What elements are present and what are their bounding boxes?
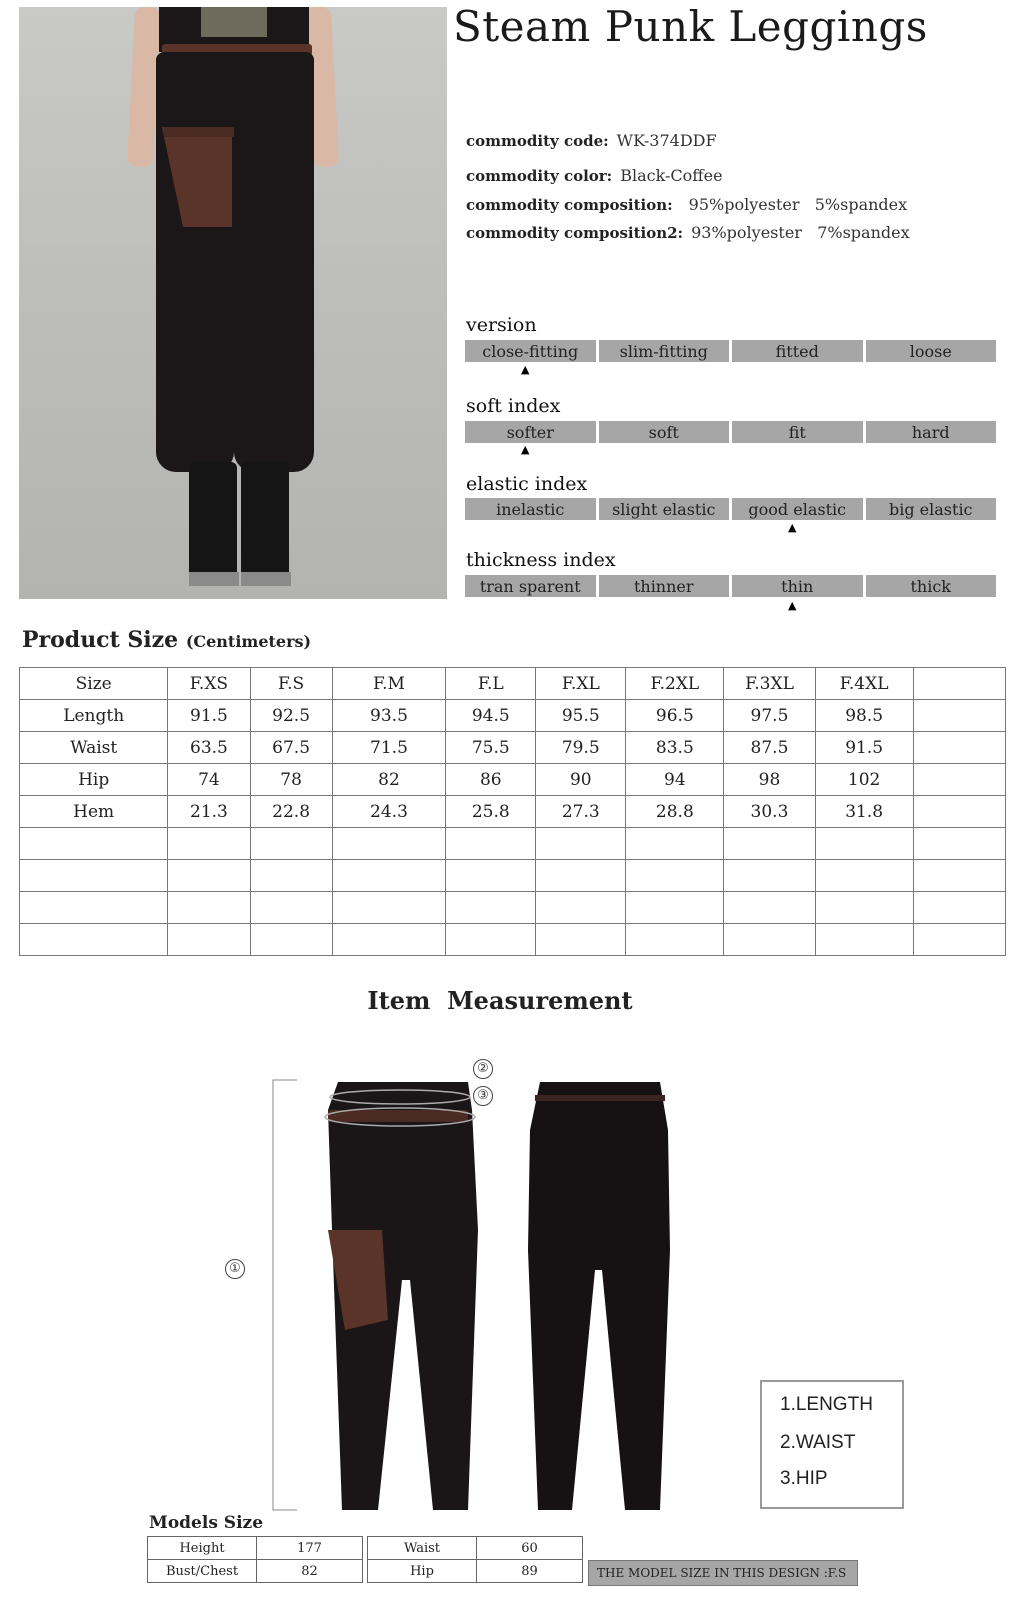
table-cell (815, 828, 913, 860)
table-cell (913, 924, 1005, 956)
table-row (20, 732, 1006, 764)
measurement-legend (760, 1380, 904, 1509)
size-table (19, 667, 1006, 956)
table-cell (446, 892, 536, 924)
hip-marker-icon: ③ (473, 1086, 493, 1106)
table-cell (250, 892, 332, 924)
thickness-index-title: thickness index (466, 549, 616, 571)
models-size-title: Models Size (149, 1513, 264, 1533)
table-cell: 82 (257, 1560, 363, 1583)
table-cell (724, 924, 815, 956)
table-cell (536, 860, 626, 892)
table-cell (536, 892, 626, 924)
table-row (20, 700, 1006, 732)
table-cell: 27.3 (536, 796, 626, 828)
table-cell (815, 924, 913, 956)
table-cell: 94.5 (446, 700, 536, 732)
table-header-cell: F.XL (536, 668, 626, 700)
table-header-cell: F.M (332, 668, 446, 700)
table-cell: 82 (332, 764, 446, 796)
spec-label: commodity code: (466, 132, 609, 150)
table-cell: 91.5 (168, 700, 250, 732)
table-cell (446, 828, 536, 860)
table-header-cell (913, 668, 1005, 700)
version-option: fitted (732, 340, 863, 362)
table-cell (913, 700, 1005, 732)
table-cell (168, 828, 250, 860)
model-size-note: THE MODEL SIZE IN THIS DESIGN :F.S (588, 1560, 858, 1586)
spec-label: commodity composition: (466, 196, 673, 214)
table-cell (250, 924, 332, 956)
table-cell (626, 924, 724, 956)
table-cell (536, 924, 626, 956)
table-cell (168, 892, 250, 924)
spec-composition (466, 195, 907, 214)
table-cell: 94 (626, 764, 724, 796)
table-header-cell: F.4XL (815, 668, 913, 700)
table-row (148, 1537, 363, 1560)
table-cell: Bust/Chest (148, 1560, 257, 1583)
table-cell (250, 828, 332, 860)
table-cell: 177 (257, 1537, 363, 1560)
table-row (20, 924, 1006, 956)
spec-code (466, 131, 717, 150)
spec-value: 95%polyester 5%spandex (688, 195, 908, 214)
table-cell: Height (148, 1537, 257, 1560)
models-table-left (147, 1536, 363, 1583)
table-cell (250, 860, 332, 892)
table-cell (332, 860, 446, 892)
model-photo (19, 7, 447, 599)
table-cell (332, 828, 446, 860)
table-cell (332, 924, 446, 956)
table-cell (20, 860, 168, 892)
thickness-option: thin (732, 575, 863, 597)
thickness-index-bar (465, 575, 999, 597)
soft-index-bar (465, 421, 999, 443)
leggings-measurement-illustration (220, 1070, 700, 1520)
table-cell (724, 860, 815, 892)
legend-length: 1.LENGTH (780, 1394, 873, 1415)
soft-option: hard (866, 421, 997, 443)
table-cell: 71.5 (332, 732, 446, 764)
table-cell (626, 892, 724, 924)
table-row (148, 1560, 363, 1583)
soft-option: fit (732, 421, 863, 443)
table-cell: 98.5 (815, 700, 913, 732)
table-cell (536, 828, 626, 860)
table-cell: 28.8 (626, 796, 724, 828)
table-cell: 31.8 (815, 796, 913, 828)
table-cell: 21.3 (168, 796, 250, 828)
table-cell: 92.5 (250, 700, 332, 732)
table-cell: 74 (168, 764, 250, 796)
table-cell: 97.5 (724, 700, 815, 732)
table-cell: Hip (368, 1560, 477, 1583)
table-cell: 86 (446, 764, 536, 796)
thickness-marker-icon: ▲ (788, 599, 797, 612)
version-option: loose (866, 340, 997, 362)
table-row (20, 796, 1006, 828)
version-option: slim-fitting (599, 340, 730, 362)
spec-composition2 (466, 223, 910, 242)
spec-value: 93%polyester 7%spandex (691, 223, 910, 242)
spec-color (466, 166, 723, 185)
thickness-option: thick (866, 575, 997, 597)
size-chart-heading: Product Size (22, 627, 179, 653)
table-cell: 89 (477, 1560, 583, 1583)
models-table-right (367, 1536, 583, 1583)
table-header-cell: F.2XL (626, 668, 724, 700)
version-option: close-fitting (465, 340, 596, 362)
table-cell: 60 (477, 1537, 583, 1560)
table-cell (168, 860, 250, 892)
size-chart-title (22, 627, 311, 653)
table-cell: 63.5 (168, 732, 250, 764)
table-cell (626, 860, 724, 892)
elastic-option: big elastic (866, 498, 997, 520)
table-cell: 24.3 (332, 796, 446, 828)
table-cell (446, 924, 536, 956)
table-cell: 67.5 (250, 732, 332, 764)
thickness-option: tran sparent (465, 575, 596, 597)
table-cell (815, 860, 913, 892)
front-view-leggings (325, 1082, 478, 1510)
elastic-option: inelastic (465, 498, 596, 520)
table-cell: 75.5 (446, 732, 536, 764)
soft-marker-icon: ▲ (521, 443, 530, 456)
length-marker-icon: ① (225, 1259, 245, 1279)
spec-value: WK-374DDF (616, 131, 717, 150)
table-cell: Hip (20, 764, 168, 796)
soft-option: soft (599, 421, 730, 443)
table-cell: 30.3 (724, 796, 815, 828)
measurement-title: Item Measurement (367, 986, 633, 1015)
table-cell (815, 892, 913, 924)
table-cell (332, 892, 446, 924)
elastic-index-title: elastic index (466, 473, 588, 495)
version-marker-icon: ▲ (521, 363, 530, 376)
table-cell: 22.8 (250, 796, 332, 828)
table-cell: 98 (724, 764, 815, 796)
size-chart-unit: (Centimeters) (185, 632, 312, 651)
table-cell: 96.5 (626, 700, 724, 732)
table-row (20, 860, 1006, 892)
table-header-cell: Size (20, 668, 168, 700)
table-cell: 93.5 (332, 700, 446, 732)
table-cell (913, 892, 1005, 924)
legend-hip: 3.HIP (780, 1468, 828, 1489)
table-cell (626, 828, 724, 860)
table-cell (446, 860, 536, 892)
table-row (20, 892, 1006, 924)
product-title: Steam Punk Leggings (453, 2, 928, 51)
soft-option: softer (465, 421, 596, 443)
table-cell (913, 860, 1005, 892)
legend-waist: 2.WAIST (780, 1432, 856, 1453)
soft-index-title: soft index (466, 395, 561, 417)
table-header-cell: F.S (250, 668, 332, 700)
spec-label: commodity color: (466, 167, 613, 185)
thickness-option: thinner (599, 575, 730, 597)
elastic-marker-icon: ▲ (788, 521, 797, 534)
table-cell (724, 892, 815, 924)
table-header-cell: F.L (446, 668, 536, 700)
table-cell: 87.5 (724, 732, 815, 764)
table-cell (913, 732, 1005, 764)
version-bar (465, 340, 999, 362)
table-header-row (20, 668, 1006, 700)
table-cell (913, 828, 1005, 860)
table-cell: 95.5 (536, 700, 626, 732)
waist-marker-icon: ② (473, 1059, 493, 1079)
elastic-option: slight elastic (599, 498, 730, 520)
spec-label: commodity composition2: (466, 224, 684, 242)
table-cell (913, 796, 1005, 828)
table-row (368, 1560, 583, 1583)
table-cell: Length (20, 700, 168, 732)
table-row (20, 764, 1006, 796)
back-view-leggings (528, 1082, 670, 1510)
elastic-index-bar (465, 498, 999, 520)
table-header-cell: F.3XL (724, 668, 815, 700)
table-cell: 79.5 (536, 732, 626, 764)
table-cell (724, 828, 815, 860)
table-cell (913, 764, 1005, 796)
table-cell: 83.5 (626, 732, 724, 764)
spec-value: Black-Coffee (620, 166, 723, 185)
table-cell (168, 924, 250, 956)
table-cell (20, 924, 168, 956)
table-cell (20, 892, 168, 924)
table-cell: Hem (20, 796, 168, 828)
table-cell: 91.5 (815, 732, 913, 764)
table-cell: Waist (368, 1537, 477, 1560)
table-cell: 25.8 (446, 796, 536, 828)
table-cell: 78 (250, 764, 332, 796)
table-cell: 90 (536, 764, 626, 796)
elastic-option: good elastic (732, 498, 863, 520)
table-row (368, 1537, 583, 1560)
table-cell: 102 (815, 764, 913, 796)
table-row (20, 828, 1006, 860)
table-cell: Waist (20, 732, 168, 764)
table-header-cell: F.XS (168, 668, 250, 700)
version-title: version (466, 314, 537, 336)
table-cell (20, 828, 168, 860)
